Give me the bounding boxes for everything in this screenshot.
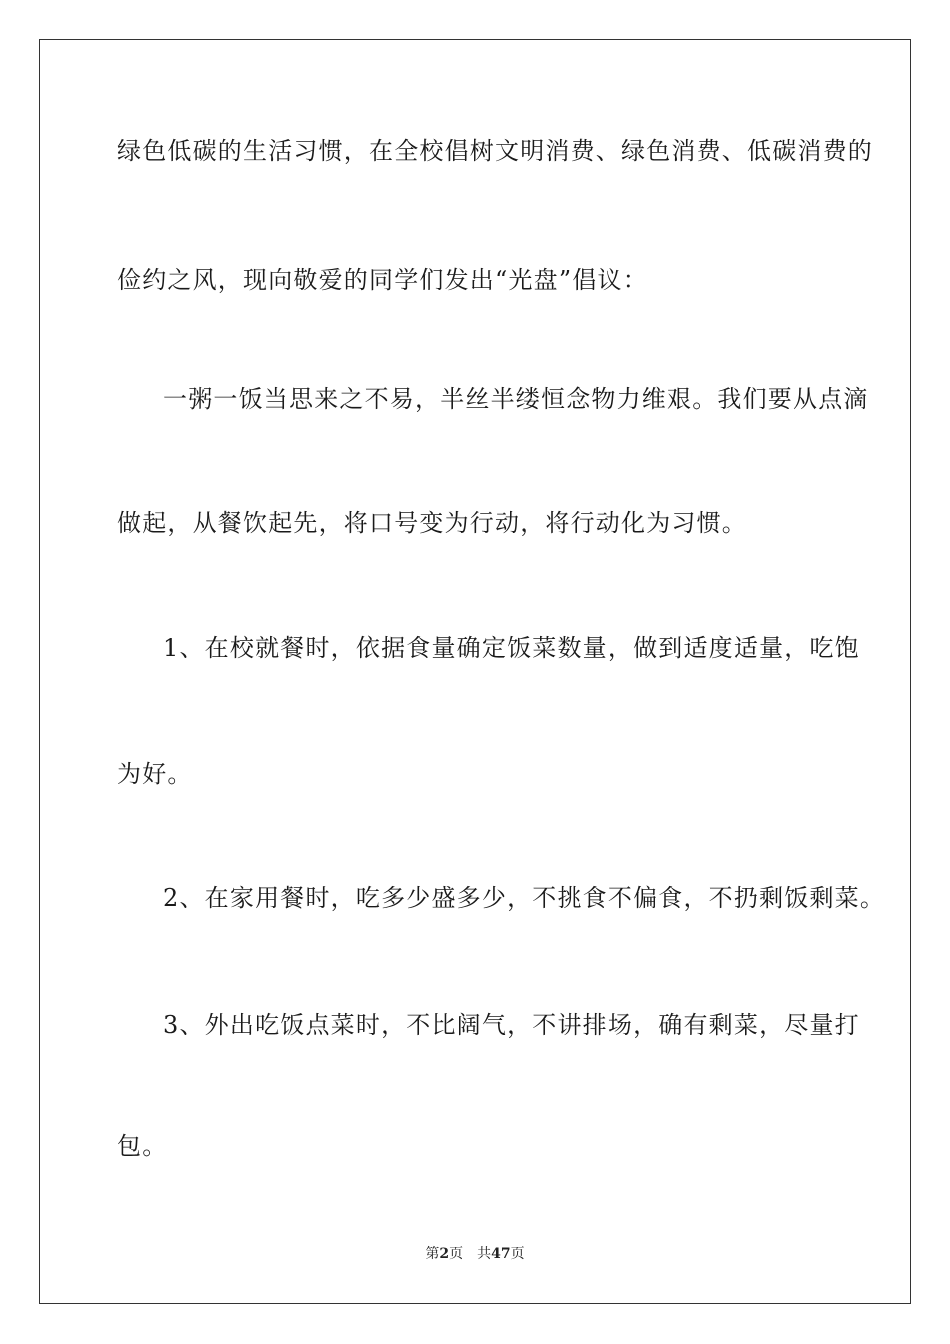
total-suffix: 页 (510, 1246, 525, 1262)
paragraph-line-1: 绿色低碳的生活习惯，在全校倡树文明消费、绿色消费、低碳消费的 (117, 137, 873, 165)
total-prefix: 共 (477, 1246, 492, 1262)
paragraph-line-3: 一粥一饭当思来之不易，半丝半缕恒念物力维艰。我们要从点滴 (163, 385, 869, 413)
paragraph-line-4: 做起，从餐饮起先，将口号变为行动，将行动化为习惯。 (117, 509, 747, 537)
page-footer (0, 1245, 950, 1263)
paragraph-line-2: 俭约之风，现向敬爱的同学们发出“光盘”倡议： (117, 266, 648, 294)
page-number: 2 (439, 1246, 450, 1262)
page-suffix: 页 (449, 1246, 464, 1262)
list-item-1-line-2: 为好。 (117, 760, 193, 788)
page-border (39, 39, 911, 1304)
page-prefix: 第 (425, 1246, 440, 1262)
list-item-1-line-1: 1、在校就餐时，依据食量确定饭菜数量，做到适度适量，吃饱 (163, 634, 860, 662)
total-pages: 47 (491, 1246, 511, 1262)
list-item-3-line-1: 3、外出吃饭点菜时，不比阔气，不讲排场，确有剩菜，尽量打 (163, 1011, 860, 1039)
list-item-3-line-2: 包。 (117, 1132, 168, 1160)
list-item-2: 2、在家用餐时，吃多少盛多少，不挑食不偏食，不扔剩饭剩菜。 (163, 884, 886, 912)
